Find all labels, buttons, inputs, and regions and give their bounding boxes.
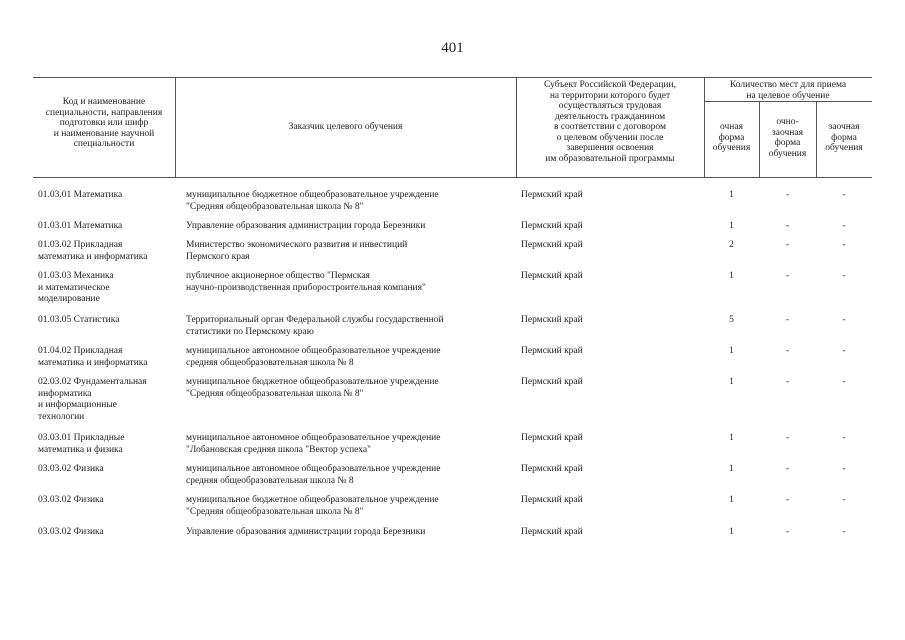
row-10-distance: - — [842, 495, 846, 505]
row-2-subject: Пермский край — [521, 221, 583, 231]
row-1-customer: муниципальное бюджетное общеобразовательное учреждение "Средняя общеобразовательная школа № 8" — [186, 190, 439, 212]
row-5-customer: Территориальный орган Федеральной службы государственной статистики по Пермскому краю — [186, 315, 444, 337]
row-1-fulltime: 1 — [729, 190, 734, 200]
row-2-customer: Управление образования администрации города Березники — [186, 221, 426, 231]
row-2-distance: - — [842, 221, 846, 231]
row-3-customer: Министерство экономического развития и инвестиций Пермского края — [186, 240, 408, 262]
row-1-parttime: - — [785, 190, 790, 200]
row-1-subject: Пермский край — [521, 190, 583, 200]
row-7-customer: муниципальное бюджетное общеобразовательное учреждение "Средняя общеобразовательная школа № 8" — [186, 377, 439, 399]
row-7-code: 02.03.02 Фундаментальная информатика и информационные технологии — [38, 377, 147, 422]
row-8-subject: Пермский край — [521, 433, 583, 443]
places-subheader-rule — [704, 101, 872, 102]
row-8-code: 03.03.01 Прикладные математика и физика — [38, 433, 125, 455]
row-6-distance: - — [842, 346, 846, 356]
row-4-customer: публичное акционерное общество "Пермская научно-производственная приборостроительная компания" — [186, 271, 426, 293]
header-fulltime: очная форма обучения — [712, 122, 751, 153]
row-10-subject: Пермский край — [521, 495, 583, 505]
row-11-customer: Управление образования администрации города Березники — [186, 527, 426, 537]
row-11-fulltime: 1 — [729, 527, 734, 537]
row-8-customer: муниципальное автономное общеобразовательное учреждение "Лобановская средняя школа "Вектор успеха" — [186, 433, 441, 455]
header-distance: заочная форма обучения — [825, 122, 863, 153]
row-8-distance: - — [842, 433, 846, 443]
row-6-code: 01.04.02 Прикладная математика и информатика — [38, 346, 148, 368]
row-9-parttime: - — [785, 464, 790, 474]
row-6-fulltime: 1 — [729, 346, 734, 356]
row-3-distance: - — [842, 240, 846, 250]
row-3-code: 01.03.02 Прикладная математика и информатика — [38, 240, 148, 262]
row-9-distance: - — [842, 464, 846, 474]
row-7-fulltime: 1 — [729, 377, 734, 387]
row-8-fulltime: 1 — [729, 433, 734, 443]
row-4-fulltime: 1 — [729, 271, 734, 281]
row-7-parttime: - — [785, 377, 790, 387]
header-bottom-rule — [33, 177, 872, 178]
header-parttime: очно- заочная форма обучения — [768, 117, 807, 159]
row-5-fulltime: 5 — [729, 315, 734, 325]
row-2-parttime: - — [785, 221, 790, 231]
header-customer: Заказчик целевого обучения — [288, 122, 403, 132]
row-5-distance: - — [842, 315, 846, 325]
row-7-distance: - — [842, 377, 846, 387]
row-3-parttime: - — [785, 240, 790, 250]
row-4-subject: Пермский край — [521, 271, 583, 281]
row-6-customer: муниципальное автономное общеобразовательное учреждение средняя общеобразовательная школа № 8 — [186, 346, 441, 368]
row-5-parttime: - — [785, 315, 790, 325]
row-4-parttime: - — [785, 271, 790, 281]
row-11-subject: Пермский край — [521, 527, 583, 537]
row-11-distance: - — [842, 527, 846, 537]
row-10-fulltime: 1 — [729, 495, 734, 505]
header-code: Код и наименование специальности, направления подготовки или шифр и наименование научной специальности — [45, 97, 163, 149]
row-9-fulltime: 1 — [729, 464, 734, 474]
row-8-parttime: - — [785, 433, 790, 443]
row-1-distance: - — [842, 190, 846, 200]
row-3-fulltime: 2 — [729, 240, 734, 250]
row-2-code: 01.03.01 Математика — [38, 221, 123, 231]
row-6-parttime: - — [785, 346, 790, 356]
row-3-subject: Пермский край — [521, 240, 583, 250]
row-2-fulltime: 1 — [729, 221, 734, 231]
row-6-subject: Пермский край — [521, 346, 583, 356]
row-9-subject: Пермский край — [521, 464, 583, 474]
row-5-subject: Пермский край — [521, 315, 583, 325]
header-subject: Субъект Российской Федерации, на территории которого будет осуществляться трудовая деятельность гражданином в соответствии с договором о целевом обучении после завершения освоения им образовательной программы — [544, 80, 676, 164]
row-11-parttime: - — [785, 527, 790, 537]
row-9-customer: муниципальное автономное общеобразовательное учреждение средняя общеобразовательная школа № 8 — [186, 464, 441, 486]
page-number: 401 — [441, 40, 464, 56]
row-11-code: 03.03.02 Физика — [38, 527, 104, 537]
row-4-code: 01.03.03 Механика и математическое моделирование — [38, 271, 114, 304]
header-places: Количество мест для приема на целевое обучение — [729, 80, 847, 101]
row-4-distance: - — [842, 271, 846, 281]
row-10-code: 03.03.02 Физика — [38, 495, 104, 505]
row-1-code: 01.03.01 Математика — [38, 190, 123, 200]
row-9-code: 03.03.02 Физика — [38, 464, 104, 474]
row-10-customer: муниципальное бюджетное общеобразовательное учреждение "Средняя общеобразовательная школа № 8" — [186, 495, 439, 517]
row-10-parttime: - — [785, 495, 790, 505]
table-top-rule — [33, 77, 872, 78]
row-7-subject: Пермский край — [521, 377, 583, 387]
row-5-code: 01.03.05 Статистика — [38, 315, 120, 325]
